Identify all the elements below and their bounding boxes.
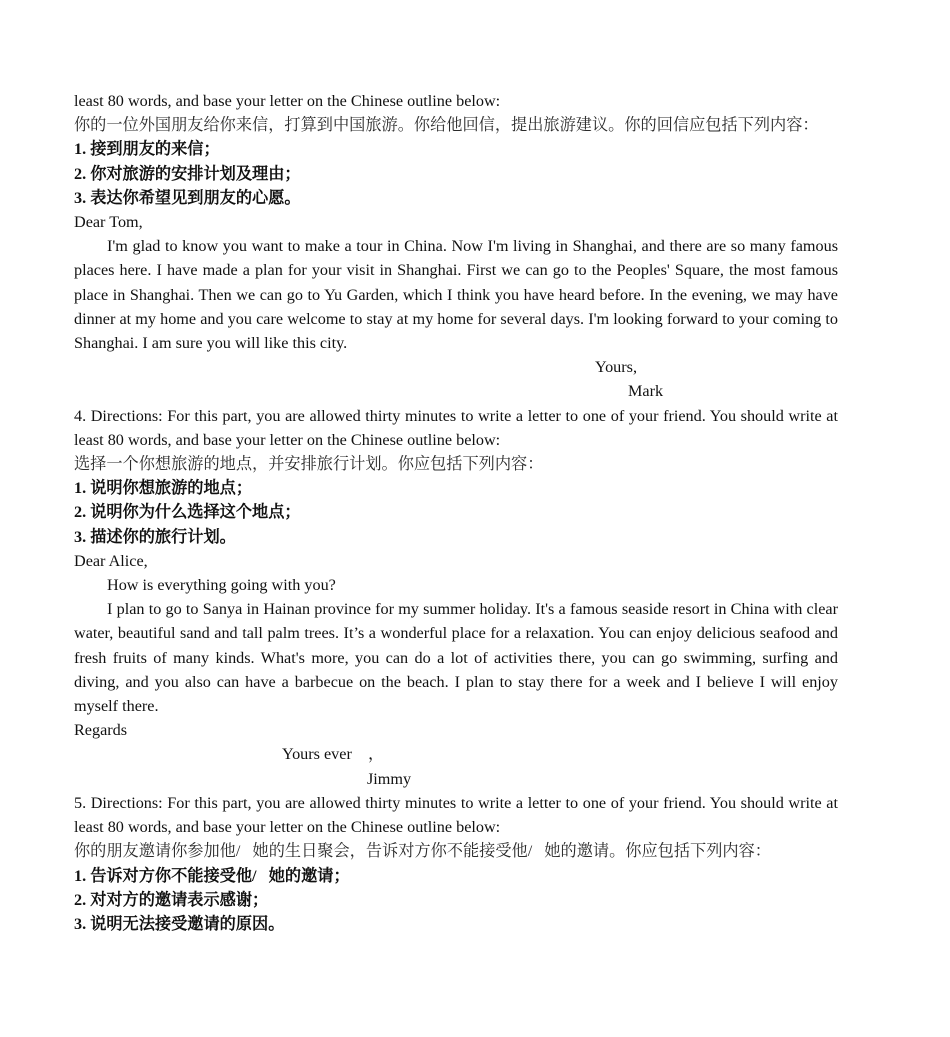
letter-regards: Regards	[74, 721, 128, 740]
outline-point: 1. 说明你想旅游的地点；	[74, 479, 253, 498]
letter-salutation: Dear Alice,	[74, 551, 148, 570]
directions-4: 4. Directions: For this part, you are allowed thirty minutes to write a letter to one of your friend. You should write at least 80 words, and base your letter on the Chinese outline below:	[74, 406, 838, 449]
letter-signature: Jimmy	[367, 769, 412, 788]
directions-tail-3: least 80 words, and base your letter on the Chinese outline below:	[74, 92, 501, 110]
directions-5: 5. Directions: For this part, you are allowed thirty minutes to write a letter to one of your friend. You should write at least 80 words, and base your letter on the Chinese outline below:	[74, 793, 838, 837]
letter-body: I'm glad to know you want to make a tour in China. Now I'm living in Shanghai, and there are so many famous places here. I have made a plan for your visit in Shanghai. First we can go to the Peoples' Square, the most famous place in Shanghai. Then we can go to Yu Garden, which I think you have heard before. In the evening, we may have dinner at my home and you care welcome to stay at my home for several days. I'm looking forward to your coming to Shanghai. I am sure you will like this city.	[74, 237, 838, 353]
outline-point: 2. 你对旅游的安排计划及理由；	[74, 164, 301, 183]
letter-signature: Mark	[628, 382, 664, 401]
outline-point: 2. 说明你为什么选择这个地点；	[74, 503, 301, 522]
outline-point: 3. 描述你的旅行计划。	[74, 527, 236, 546]
letter-greeting: How is everything going with you?	[107, 576, 336, 595]
document-page	[74, 89, 838, 936]
outline-intro-4: 选择一个你想旅游的地点，并安排旅行计划。你应包括下列内容：	[74, 455, 544, 474]
outline-point: 3. 表达你希望见到朋友的心愿。	[74, 188, 301, 207]
outline-point: 2. 对对方的邀请表示感谢；	[74, 890, 269, 909]
letter-body: I plan to go to Sanya in Hainan province for my summer holiday. It's a famous seaside resort in China with clear water, beautiful sand and tall palm trees. It’s a wonderful place for a relaxation. You can enjoy delicious seafood and fresh fruits of many kinds. What's more, you can do a lot of activities there, you can go swimming, surfing and diving, and you also can have a barbecue on the beach. I plan to stay there for a week and I believe I will enjoy myself there.	[74, 600, 838, 716]
outline-point: 3. 说明无法接受邀请的原因。	[74, 914, 285, 933]
outline-point: 1. 接到朋友的来信；	[74, 140, 220, 159]
outline-intro-3: 你的一位外国朋友给你来信，打算到中国旅游。你给他回信，提出旅游建议。你的回信应包括下列内容：	[74, 116, 819, 135]
letter-salutation: Dear Tom,	[74, 213, 143, 232]
letter-closing: Yours,	[595, 358, 637, 377]
letter-closing: Yours ever ，	[282, 745, 385, 764]
outline-point: 1. 告诉对方你不能接受他/ 她的邀请；	[74, 866, 350, 885]
outline-intro-5: 你的朋友邀请你参加他/ 她的生日聚会，告诉对方你不能接受他/ 她的邀请。你应包括下列内容：	[74, 842, 771, 861]
